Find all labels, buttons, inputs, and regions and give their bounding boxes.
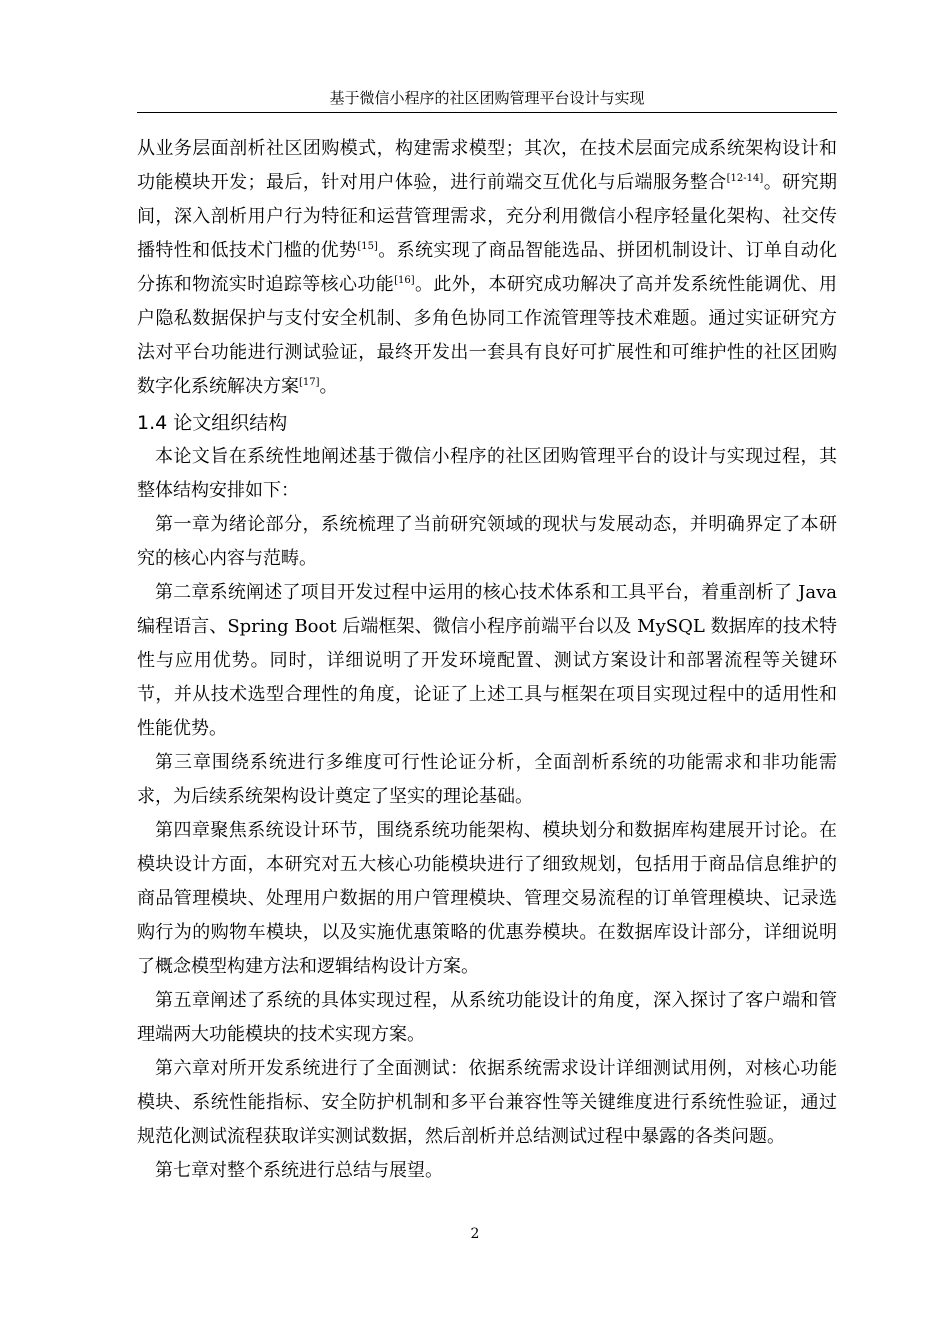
citation-16: [16] bbox=[394, 275, 415, 286]
body-paragraph-chapter-5: 第五章阐述了系统的具体实现过程，从系统功能设计的角度，深入探讨了客户端和管理端两大功能模块的技术实现方案。 bbox=[137, 990, 837, 1045]
citation-12-14: [12-14] bbox=[726, 173, 764, 184]
header-rule bbox=[137, 112, 837, 113]
intro-text-5: 。 bbox=[319, 376, 338, 397]
intro-text-1: 从业务层面剖析社区团购模式，构建需求模型；其次，在技术层面完成系统架构设计和功能模块开发；最后，针对用户体验，进行前端交互优化与后端服务整合 bbox=[137, 138, 837, 193]
section-heading: 1.4 论文组织结构 bbox=[137, 412, 288, 434]
body-paragraph-chapter-6: 第六章对所开发系统进行了全面测试：依据系统需求设计详细测试用例，对核心功能模块、系统性能指标、安全防护机制和多平台兼容性等关键维度进行系统性验证，通过规范化测试流程获取详实测试数据，然后剖析并总结测试过程中暴露的各类问题。 bbox=[137, 1058, 837, 1147]
body-paragraph-chapter-2: 第二章系统阐述了项目开发过程中运用的核心技术体系和工具平台，着重剖析了 Java 编程语言、Spring Boot 后端框架、微信小程序前端平台以及 MySQL 数据库的技术特性与应用优势。同时，详细说明了开发环境配置、测试方案设计和部署流程等关键环节，并从技术选型合理性的角度，论证了上述工具与框架在项目实现过程中的适用性和性能优势。 bbox=[137, 582, 837, 739]
intro-text-3: 。系统实现了商品智能选品、拼团机制设计、订单自动化分拣和物流实时追踪等核心功能 bbox=[137, 240, 838, 295]
running-header: 基于微信小程序的社区团购管理平台设计与实现 bbox=[329, 89, 645, 107]
page-body bbox=[137, 132, 837, 1188]
intro-text-4: 。此外，本研究成功解决了高并发系统性能调优、用户隐私数据保护与支付安全机制、多角色协同工作流管理等技术难题。通过实证研究方法对平台功能进行测试验证，最终开发出一套具有良好可扩展性和可维护性的社区团购数字化系统解决方案 bbox=[137, 274, 838, 397]
intro-paragraph bbox=[137, 132, 837, 404]
body-paragraph-chapter-7: 第七章对整个系统进行总结与展望。 bbox=[155, 1160, 443, 1181]
body-paragraph-chapter-4: 第四章聚焦系统设计环节，围绕系统功能架构、模块划分和数据库构建展开讨论。在模块设计方面，本研究对五大核心功能模块进行了细致规划，包括用于商品信息维护的商品管理模块、处理用户数据的用户管理模块、管理交易流程的订单管理模块、记录选购行为的购物车模块，以及实施优惠策略的优惠券模块。在数据库设计部分，详细说明了概念模型构建方法和逻辑结构设计方案。 bbox=[137, 820, 837, 977]
body-paragraph-overview: 本论文旨在系统性地阐述基于微信小程序的社区团购管理平台的设计与实现过程，其整体结构安排如下： bbox=[137, 446, 837, 501]
citation-15: [15] bbox=[357, 241, 378, 252]
page-number: 2 bbox=[470, 1226, 480, 1242]
citation-17: [17] bbox=[299, 377, 320, 388]
body-paragraph-chapter-3: 第三章围绕系统进行多维度可行性论证分析，全面剖析系统的功能需求和非功能需求，为后续系统架构设计奠定了坚实的理论基础。 bbox=[137, 752, 837, 807]
intro-text-2: 。研究期间，深入剖析用户行为特征和运营管理需求，充分利用微信小程序轻量化架构、社交传播特性和低技术门槛的优势 bbox=[137, 172, 838, 261]
body-paragraph-chapter-1: 第一章为绪论部分，系统梳理了当前研究领域的现状与发展动态，并明确界定了本研究的核心内容与范畴。 bbox=[137, 514, 837, 569]
